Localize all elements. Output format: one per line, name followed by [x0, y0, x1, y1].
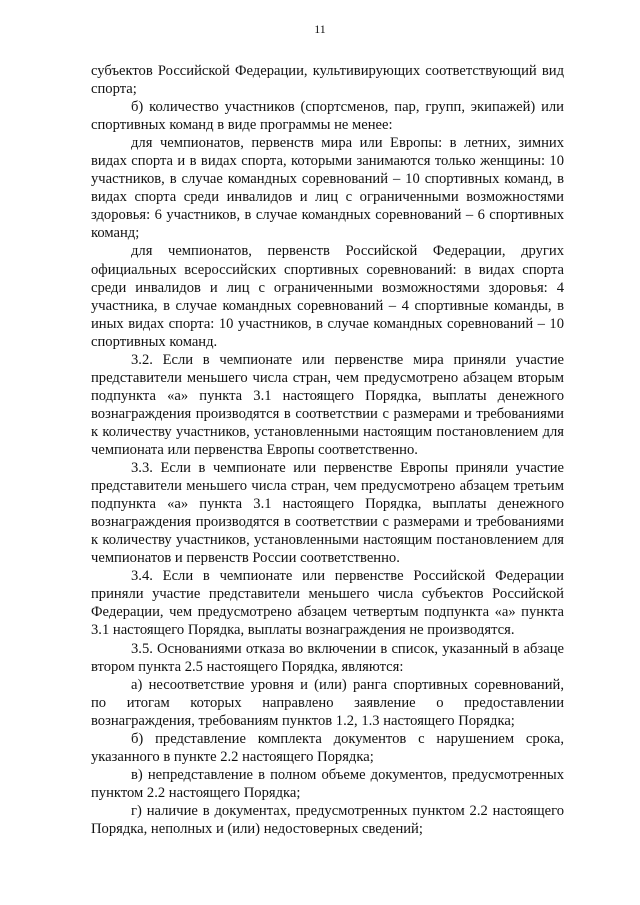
- paragraph-world-europe: для чемпионатов, первенств мира или Европы: в летних, зимних видах спорта и в видах спорта, которыми занимаются только женщины: 10 участников, в случае командных соревнований – 10 спортивных команд, в видах спорта среди инвалидов и лиц с ограниченными возможностями здоровья: 6 участников, в случае командных соревнований – 6 спортивных команд;: [91, 135, 564, 242]
- paragraph-russia: для чемпионатов, первенств Российской Федерации, других официальных всероссийских спортивных соревнований: в видах спорта среди инвалидов и лиц с ограниченными возможностями здоровья: 4 участника, в случае командных соревнований – 4 спортивные команды, в иных видах спорта: 10 участников, в случае командных соревнований – 10 спортивных команд.: [91, 243, 564, 350]
- paragraph-3-2: 3.2. Если в чемпионате или первенстве мира приняли участие представители меньшего числа стран, чем предусмотрено абзацем вторым подпункта «а» пункта 3.1 настоящего Порядка, выплаты денежного вознаграждения производятся в соответствии с размерами и требованиями к количеству участников, установленными настоящим постановлением для чемпионата или первенства Европы соответственно.: [91, 351, 564, 458]
- page-number: 11: [314, 22, 326, 36]
- paragraph-continuation: субъектов Российской Федерации, культивирующих соответствующий вид спорта;: [91, 63, 564, 98]
- paragraph-3-5: 3.5. Основаниями отказа во включении в список, указанный в абзаце втором пункта 2.5 настоящего Порядка, являются:: [91, 640, 564, 675]
- document-body: [91, 62, 564, 838]
- paragraph-item-b: б) количество участников (спортсменов, пар, групп, экипажей) или спортивных команд в виде программы не менее:: [91, 99, 564, 134]
- paragraph-3-5-v: в) непредставление в полном объеме документов, предусмотренных пунктом 2.2 настоящего Порядка;: [91, 766, 564, 801]
- paragraph-3-4: 3.4. Если в чемпионате или первенстве Российской Федерации приняли участие представители меньшего числа субъектов Российской Федерации, чем предусмотрено абзацем четвертым подпункта «а» пункта 3.1 настоящего Порядка, выплаты вознаграждения не производятся.: [91, 568, 564, 639]
- paragraph-3-5-a: а) несоответствие уровня и (или) ранга спортивных соревнований, по итогам которых направлено заявление о предоставлении вознаграждения, требованиям пунктов 1.2, 1.3 настоящего Порядка;: [91, 676, 564, 729]
- paragraph-3-3: 3.3. Если в чемпионате или первенстве Европы приняли участие представители меньшего числа стран, чем предусмотрено абзацем третьим подпункта «а» пункта 3.1 настоящего Порядка, выплаты денежного вознаграждения производятся в соответствии с размерами и требованиями к количеству участников, установленными настоящим постановлением для чемпионатов и первенств России соответственно.: [91, 460, 564, 567]
- paragraph-3-5-g: г) наличие в документах, предусмотренных пунктом 2.2 настоящего Порядка, неполных и (или) недостоверных сведений;: [91, 802, 564, 837]
- paragraph-3-5-b: б) представление комплекта документов с нарушением срока, указанного в пункте 2.2 настоящего Порядка;: [91, 730, 564, 765]
